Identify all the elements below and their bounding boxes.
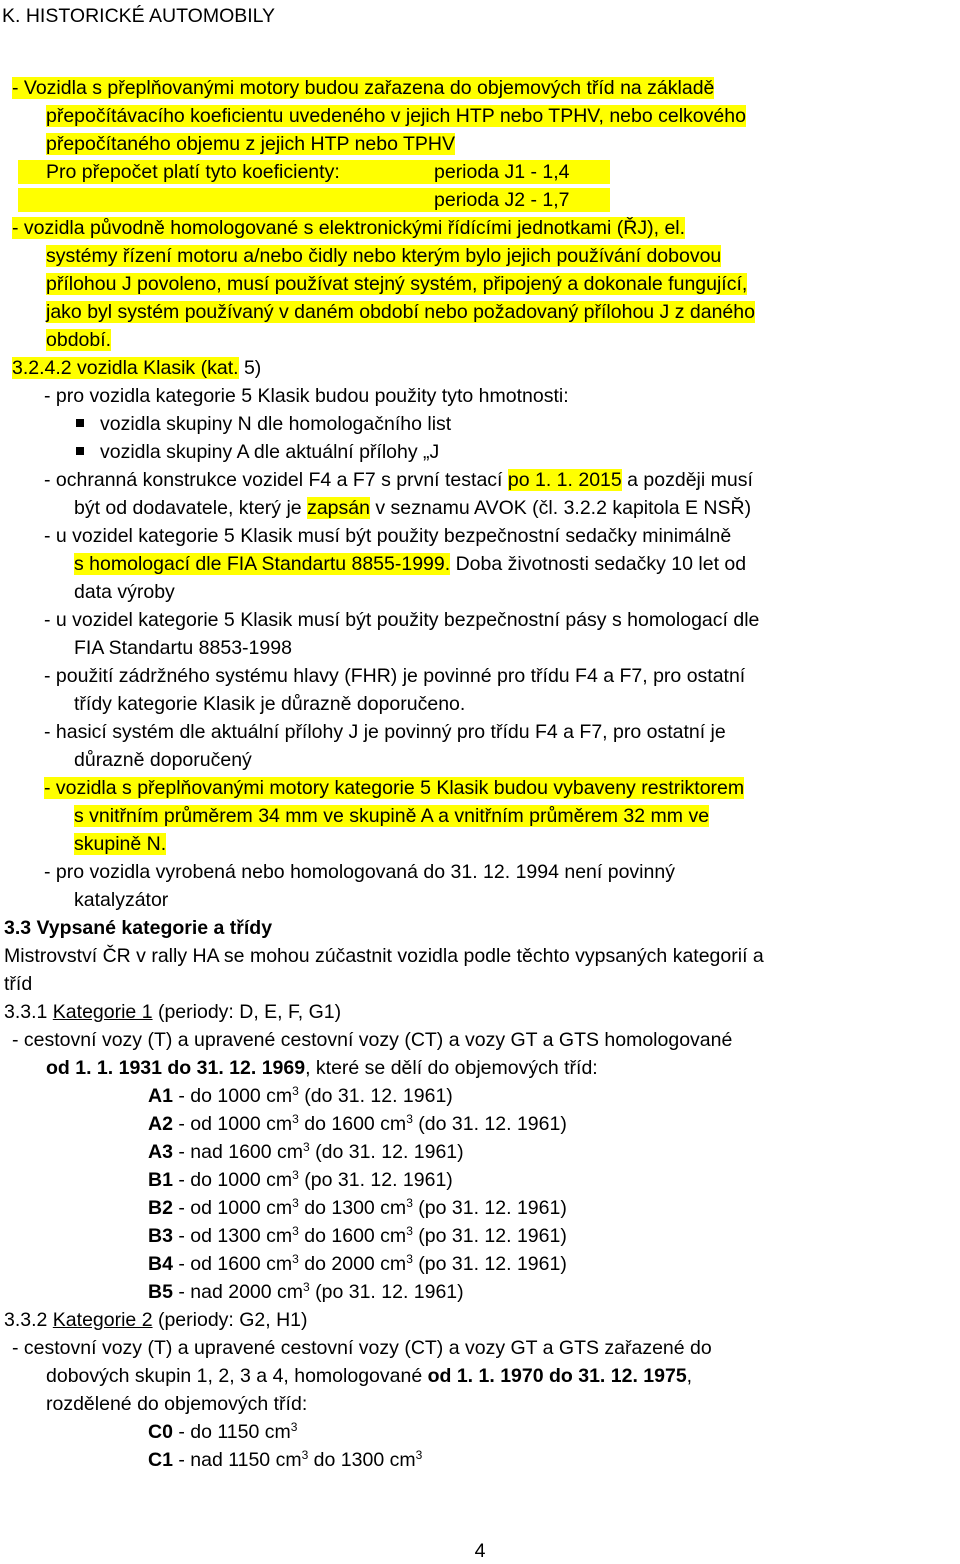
page-number: 4 [474, 1540, 486, 1562]
s3242-bullet2-line2: být od dodavatele, který je zapsán v seznamu AVOK (čl. 3.2.2 kapitola E NSŘ) [74, 497, 752, 519]
s3242-bullet2-line1: - ochranná konstrukce vozidel F4 a F7 s první testací po 1. 1. 2015 a později musí [44, 469, 753, 491]
p2-line5: období. [46, 329, 112, 351]
p2-line2: systémy řízení motoru a/nebo čidly nebo kterým bylo jejich používání dobovou [46, 245, 722, 267]
square-bullet-icon [76, 447, 84, 455]
s3242-bullet8-line2: katalyzátor [74, 889, 169, 911]
class-item-b5: B5 - nad 2000 $cm^3$ (po 31. 12. 1961) [148, 1280, 464, 1303]
s3242-bullet7-line1: - vozidla s přeplňovanými motory kategorie 5 Klasik budou vybaveny restriktorem [44, 777, 745, 799]
class-item-b4: B4 - od 1600 $cm^3$ do 2000 $cm^3$ (po 31. 12. 1961) [148, 1252, 567, 1275]
p1-line2: přepočítávacího koeficientu uvedeného v jejich HTP nebo TPHV, nebo celkového [46, 105, 746, 127]
p2-line4: jako byl systém používaný v daném období nebo požadovaný přílohou J z daného [46, 301, 755, 323]
s331-line2: od 1. 1. 1931 do 31. 12. 1969, které se dělí do objemových tříd: [46, 1057, 598, 1079]
p2-line3: přílohou J povoleno, musí používat stejný systém, připojený a dokonale fungující, [46, 273, 748, 295]
s3242-bullet4-line2: FIA Standartu 8853-1998 [74, 637, 292, 659]
s3242-bullet6-line1: - hasicí systém dle aktuální přílohy J je povinný pro třídu F4 a F7, pro ostatní je [44, 721, 726, 743]
s3242-bullet5-line1: - použití zádržného systému hlavy (FHR) je povinné pro třídu F4 a F7, pro ostatní [44, 665, 746, 687]
s3242-bullet1: - pro vozidla kategorie 5 Klasik budou použity tyto hmotnosti: [44, 385, 569, 407]
p1-line4: Pro přepočet platí tyto koeficienty: perioda J1 - 1,4 [18, 160, 610, 184]
class-item-a3: A3 - nad 1600 $cm^3$ (do 31. 12. 1961) [148, 1140, 464, 1163]
s3242-bullet3-line3: data výroby [74, 581, 175, 603]
class-item-b2: B2 - od 1000 $cm^3$ do 1300 $cm^3$ (po 31. 12. 1961) [148, 1196, 567, 1219]
section-33-title: 3.3 Vypsané kategorie a třídy [4, 917, 273, 939]
s3242-bullet4-line1: - u vozidel kategorie 5 Klasik musí být použity bezpečnostní pásy s homologací dle [44, 609, 760, 631]
p1-line3: přepočítaného objemu z jejich HTP nebo TPHV [46, 133, 456, 155]
s33-text-line2: tříd [4, 973, 33, 995]
s3242-bullet7-line2: s vnitřním průměrem 34 mm ve skupině A a vnitřním průměrem 32 mm ve [74, 805, 710, 827]
s3242-bullet7-line3: skupině N. [74, 833, 167, 855]
s3242-bullet3-line2: s homologací dle FIA Standartu 8855-1999. Doba životnosti sedačky 10 let od [74, 553, 747, 575]
s331-line1: - cestovní vozy (T) a upravené cestovní vozy (CT) a vozy GT a GTS homologované [12, 1029, 733, 1051]
s3242-bullet5-line2: třídy kategorie Klasik je důrazně doporučeno. [74, 693, 466, 715]
class-item-a1: A1 - do 1000 $cm^3$ (do 31. 12. 1961) [148, 1084, 453, 1107]
kategorie-1-link[interactable]: Kategorie 1 [52, 1001, 153, 1023]
section-3242-title: 3.2.4.2 vozidla Klasik (kat. 5) [12, 357, 262, 379]
class-item-b3: B3 - od 1300 $cm^3$ do 1600 $cm^3$ (po 31. 12. 1961) [148, 1224, 567, 1247]
kategorie-2-link[interactable]: Kategorie 2 [52, 1309, 153, 1331]
square-bullet-icon [76, 419, 84, 427]
section-331-title: 3.3.1 Kategorie 1 (periody: D, E, F, G1) [4, 1001, 342, 1023]
s3242-bullet6-line2: důrazně doporučený [74, 749, 252, 771]
p1-line5: perioda J2 - 1,7 [18, 188, 610, 212]
section-332-title: 3.3.2 Kategorie 2 (periody: G2, H1) [4, 1309, 308, 1331]
s332-line2: dobových skupin 1, 2, 3 a 4, homologované od 1. 1. 1970 do 31. 12. 1975, [46, 1365, 693, 1387]
class-item-c1: C1 - nad 1150 $cm^3$ do 1300 $cm^3$ [148, 1448, 423, 1471]
page-heading: K. HISTORICKÉ AUTOMOBILY [2, 5, 276, 27]
s332-line1: - cestovní vozy (T) a upravené cestovní vozy (CT) a vozy GT a GTS zařazené do [12, 1337, 712, 1359]
s3242-bullet8-line1: - pro vozidla vyrobená nebo homologovaná do 31. 12. 1994 není povinný [44, 861, 675, 883]
s3242-bullet3-line1: - u vozidel kategorie 5 Klasik musí být použity bezpečnostní sedačky minimálně [44, 525, 732, 547]
s3242-square-item1: vozidla skupiny N dle homologačního list [76, 412, 451, 436]
s33-text-line1: Mistrovství ČR v rally HA se mohou zúčastnit vozidla podle těchto vypsaných kategorií a [4, 945, 764, 967]
class-item-c0: C0 - do 1150 $cm^3$ [148, 1420, 298, 1443]
class-item-b1: B1 - do 1000 $cm^3$ (po 31. 12. 1961) [148, 1168, 453, 1191]
p1-line1: - Vozidla s přeplňovanými motory budou zařazena do objemových tříd na základě [12, 77, 715, 99]
p2-line1: - vozidla původně homologované s elektronickými řídícími jednotkami (ŘJ), el. [12, 217, 686, 239]
s332-line3: rozdělené do objemových tříd: [46, 1393, 308, 1415]
class-item-a2: A2 - od 1000 $cm^3$ do 1600 $cm^3$ (do 31. 12. 1961) [148, 1112, 567, 1135]
s3242-square-item2: vozidla skupiny A dle aktuální přílohy „J [76, 440, 439, 464]
